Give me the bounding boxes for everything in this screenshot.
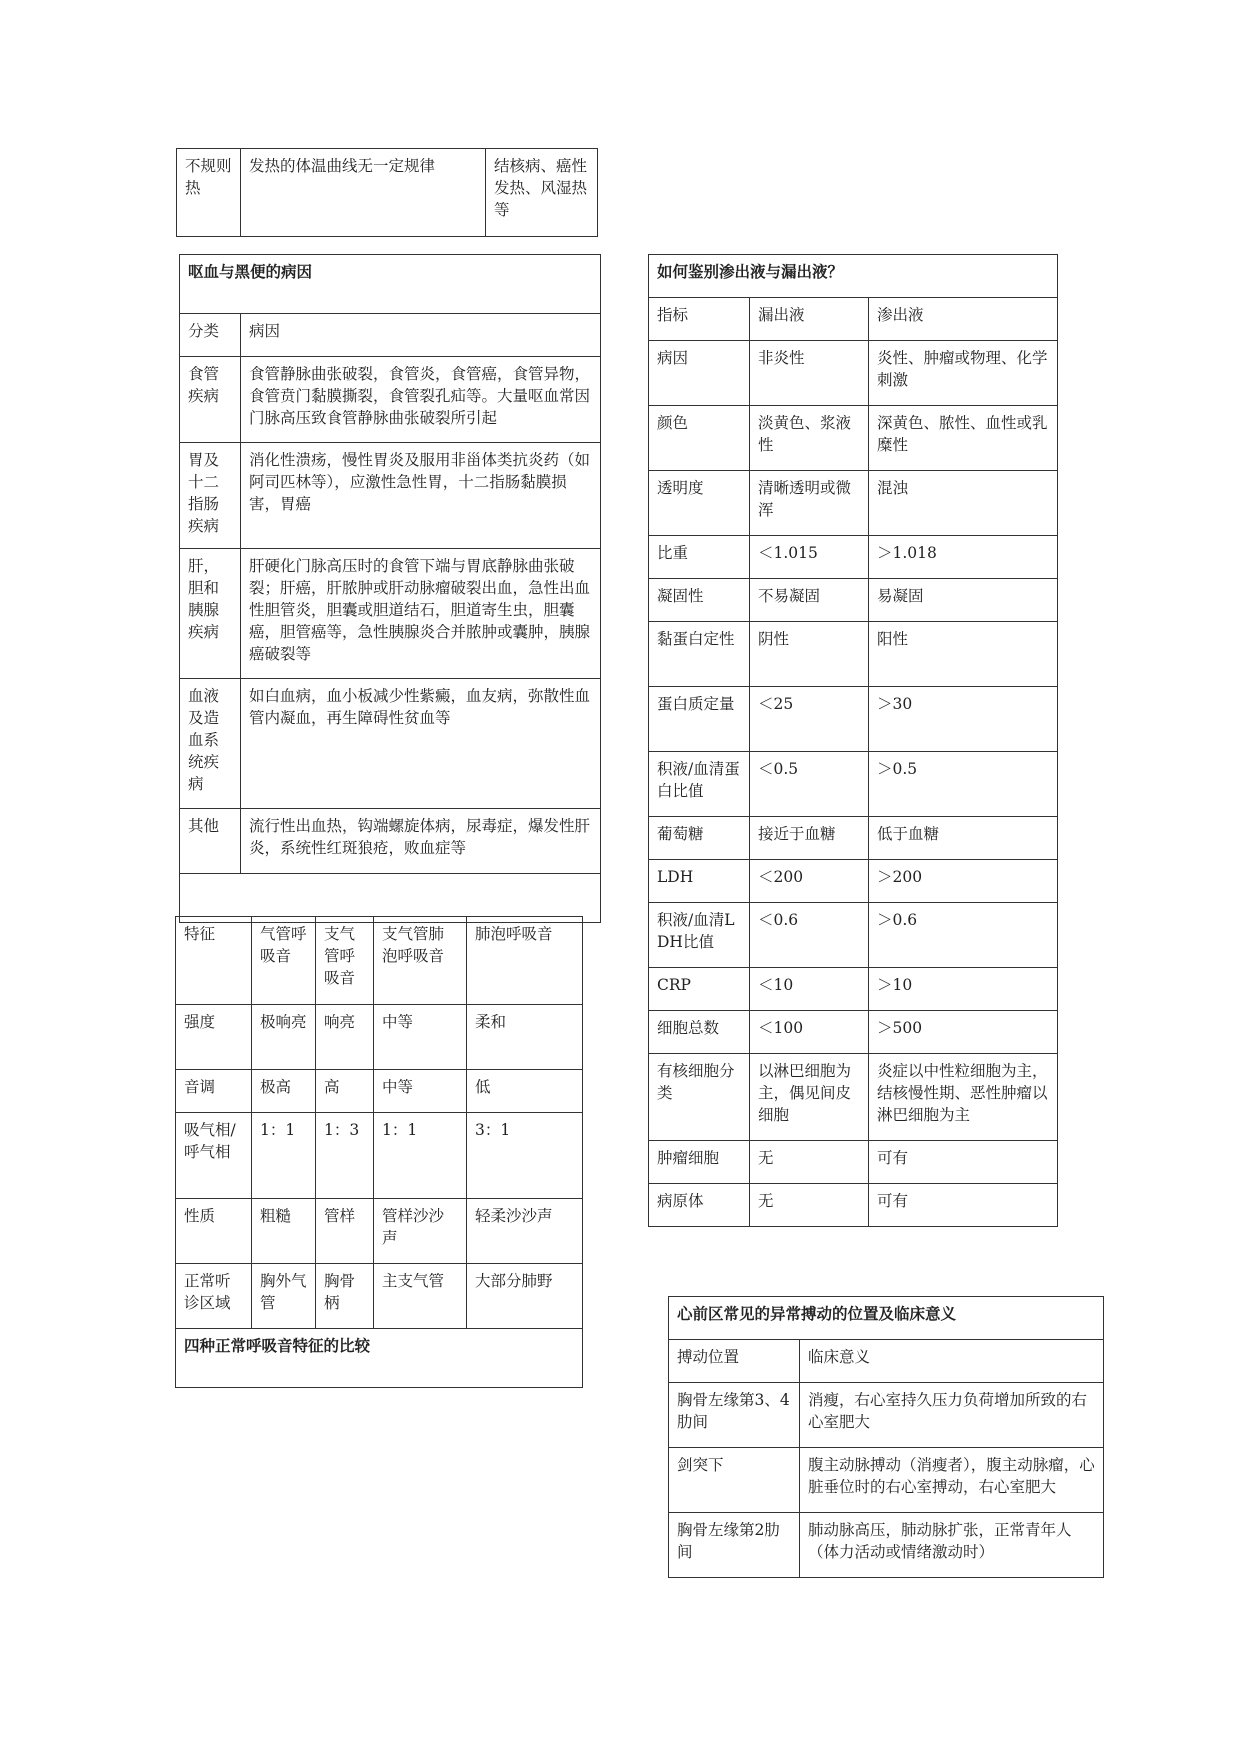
table-cell: 大部分肺野 bbox=[467, 1264, 583, 1329]
table-cell: 积液/血清LDH比值 bbox=[649, 903, 750, 968]
table-cell: 肝硬化门脉高压时的食管下端与胃底静脉曲张破裂；肝癌，肝脓肿或肝动脉瘤破裂出血，急性出血性胆管炎，胆囊或胆道结石，胆道寄生虫，胆囊癌，胆管癌等，急性胰腺炎合并脓肿或囊肿，胰腺癌破裂等 bbox=[241, 549, 601, 679]
header-cell: 渗出液 bbox=[869, 298, 1058, 341]
table-cell: ＜0.5 bbox=[750, 752, 869, 817]
effusion-table bbox=[648, 254, 1058, 1227]
table-cell: CRP bbox=[649, 968, 750, 1011]
table-cell: 不易凝固 bbox=[750, 579, 869, 622]
table-cell: 胸骨左缘第3、4肋间 bbox=[669, 1383, 800, 1448]
table-cell: 以淋巴细胞为主，偶见间皮细胞 bbox=[750, 1054, 869, 1141]
table-cell: 肺动脉高压，肺动脉扩张，正常青年人（体力活动或情绪激动时） bbox=[800, 1513, 1104, 1578]
table-row bbox=[649, 1011, 1058, 1054]
table-cell: 性质 bbox=[176, 1199, 252, 1264]
table-cell: 粗糙 bbox=[252, 1199, 316, 1264]
table-cell: 流行性出血热，钩端螺旋体病，尿毒症，爆发性肝炎，系统性红斑狼疮，败血症等 bbox=[241, 809, 601, 874]
table-cell: 非炎性 bbox=[750, 341, 869, 406]
header-cell: 分类 bbox=[180, 314, 241, 357]
table-row bbox=[180, 357, 601, 443]
table-cell: 细胞总数 bbox=[649, 1011, 750, 1054]
table-row bbox=[180, 443, 601, 549]
table-cell: 高 bbox=[316, 1070, 374, 1113]
table-cell: 血液及造血系统疾病 bbox=[180, 679, 241, 809]
table-row bbox=[176, 1199, 583, 1264]
table-cell: 阴性 bbox=[750, 622, 869, 687]
table-cell: 低于血糖 bbox=[869, 817, 1058, 860]
table-row bbox=[649, 968, 1058, 1011]
table-cell: 结核病、癌性发热、风湿热等 bbox=[486, 149, 598, 237]
table-row bbox=[176, 1070, 583, 1113]
table-cell: 其他 bbox=[180, 809, 241, 874]
table-row bbox=[180, 679, 601, 809]
table-cell: 胸骨左缘第2肋间 bbox=[669, 1513, 800, 1578]
table-cell: 清晰透明或微浑 bbox=[750, 471, 869, 536]
table-cell: ＞200 bbox=[869, 860, 1058, 903]
table-title-row bbox=[180, 255, 601, 314]
table-cell: 如白血病，血小板减少性紫癜，血友病，弥散性血管内凝血，再生障碍性贫血等 bbox=[241, 679, 601, 809]
table-cell: 发热的体温曲线无一定规律 bbox=[241, 149, 486, 237]
table-header-row bbox=[180, 314, 601, 357]
table-cell: 中等 bbox=[374, 1005, 467, 1070]
table-cell: ＞30 bbox=[869, 687, 1058, 752]
header-cell: 特征 bbox=[176, 917, 252, 1005]
table-cell: 淡黄色、浆液性 bbox=[750, 406, 869, 471]
table-cell: 1：1 bbox=[252, 1113, 316, 1199]
hematemesis-cause-table bbox=[179, 254, 601, 923]
table-cell: 管样 bbox=[316, 1199, 374, 1264]
table-cell: 中等 bbox=[374, 1070, 467, 1113]
table-cell: ＜0.6 bbox=[750, 903, 869, 968]
table-cell: 强度 bbox=[176, 1005, 252, 1070]
table-cell: 透明度 bbox=[649, 471, 750, 536]
table-cell: 深黄色、脓性、血性或乳糜性 bbox=[869, 406, 1058, 471]
table-cell: 消瘦，右心室持久压力负荷增加所致的右心室肥大 bbox=[800, 1383, 1104, 1448]
header-cell: 支气管肺泡呼吸音 bbox=[374, 917, 467, 1005]
table-row bbox=[176, 1264, 583, 1329]
table-cell: 可有 bbox=[869, 1184, 1058, 1227]
table-cell: 无 bbox=[750, 1184, 869, 1227]
table-header-row bbox=[669, 1340, 1104, 1383]
table-row bbox=[649, 687, 1058, 752]
table-cell: 接近于血糖 bbox=[750, 817, 869, 860]
table-cell: 吸气相/呼气相 bbox=[176, 1113, 252, 1199]
table-row bbox=[649, 1141, 1058, 1184]
table-cell: 轻柔沙沙声 bbox=[467, 1199, 583, 1264]
table-title-row bbox=[649, 255, 1058, 298]
table-cell: ＞1.018 bbox=[869, 536, 1058, 579]
table-cell: ＜10 bbox=[750, 968, 869, 1011]
header-cell: 病因 bbox=[241, 314, 601, 357]
table-row bbox=[176, 1113, 583, 1199]
table-row bbox=[649, 1184, 1058, 1227]
table-cell: 凝固性 bbox=[649, 579, 750, 622]
table-row bbox=[669, 1448, 1104, 1513]
table-cell: ＜200 bbox=[750, 860, 869, 903]
table-row bbox=[649, 903, 1058, 968]
table-cell: 易凝固 bbox=[869, 579, 1058, 622]
table-row bbox=[649, 341, 1058, 406]
table-cell: 食管静脉曲张破裂，食管炎，食管癌，食管异物，食管贲门黏膜撕裂，食管裂孔疝等。大量呕血常因门脉高压致食管静脉曲张破裂所引起 bbox=[241, 357, 601, 443]
table-row bbox=[649, 1054, 1058, 1141]
table-cell: 积液/血清蛋白比值 bbox=[649, 752, 750, 817]
table-row bbox=[649, 536, 1058, 579]
table-cell: LDH bbox=[649, 860, 750, 903]
header-cell: 气管呼吸音 bbox=[252, 917, 316, 1005]
pulsation-table bbox=[668, 1296, 1104, 1578]
table-cell: 黏蛋白定性 bbox=[649, 622, 750, 687]
table-cell: 炎症以中性粒细胞为主，结核慢性期、恶性肿瘤以淋巴细胞为主 bbox=[869, 1054, 1058, 1141]
table-row bbox=[180, 549, 601, 679]
table-cell: 炎性、肿瘤或物理、化学刺激 bbox=[869, 341, 1058, 406]
table-cell: 腹主动脉搏动（消瘦者），腹主动脉瘤，心脏垂位时的右心室搏动，右心室肥大 bbox=[800, 1448, 1104, 1513]
table-cell: 肝，胆和胰腺疾病 bbox=[180, 549, 241, 679]
table-cell: 响亮 bbox=[316, 1005, 374, 1070]
header-cell: 指标 bbox=[649, 298, 750, 341]
table-cell: 音调 bbox=[176, 1070, 252, 1113]
table-cell: 1：1 bbox=[374, 1113, 467, 1199]
table-cell: 比重 bbox=[649, 536, 750, 579]
table-row bbox=[649, 622, 1058, 687]
table-cell: 蛋白质定量 bbox=[649, 687, 750, 752]
header-cell: 肺泡呼吸音 bbox=[467, 917, 583, 1005]
table-cell: 食管疾病 bbox=[180, 357, 241, 443]
table-cell: 无 bbox=[750, 1141, 869, 1184]
table-cell: 主支气管 bbox=[374, 1264, 467, 1329]
table-cell: 极高 bbox=[252, 1070, 316, 1113]
table-cell: ＜100 bbox=[750, 1011, 869, 1054]
table-cell: 颜色 bbox=[649, 406, 750, 471]
table-cell: 有核细胞分类 bbox=[649, 1054, 750, 1141]
header-cell: 搏动位置 bbox=[669, 1340, 800, 1383]
table-cell: 不规则热 bbox=[177, 149, 241, 237]
table-cell: ＜25 bbox=[750, 687, 869, 752]
table-cell: ＞0.5 bbox=[869, 752, 1058, 817]
table-cell: ＞10 bbox=[869, 968, 1058, 1011]
table-cell: 管样沙沙声 bbox=[374, 1199, 467, 1264]
table-cell: 剑突下 bbox=[669, 1448, 800, 1513]
header-cell: 漏出液 bbox=[750, 298, 869, 341]
table-title: 如何鉴别渗出液与漏出液？ bbox=[649, 255, 1058, 298]
table-caption: 四种正常呼吸音特征的比较 bbox=[176, 1329, 583, 1388]
table-cell: 1：3 bbox=[316, 1113, 374, 1199]
table-row bbox=[180, 809, 601, 874]
table-cell: 病原体 bbox=[649, 1184, 750, 1227]
table-cell: ＞500 bbox=[869, 1011, 1058, 1054]
table-cell: 病因 bbox=[649, 341, 750, 406]
table-cell: 消化性溃疡，慢性胃炎及服用非甾体类抗炎药（如阿司匹林等），应激性急性胃，十二指肠黏膜损害，胃癌 bbox=[241, 443, 601, 549]
table-cell: 胃及十二指肠疾病 bbox=[180, 443, 241, 549]
table-cell: 混浊 bbox=[869, 471, 1058, 536]
table-row bbox=[177, 149, 598, 237]
table-row bbox=[649, 406, 1058, 471]
table-cell: 胸外气管 bbox=[252, 1264, 316, 1329]
table-title: 呕血与黑便的病因 bbox=[180, 255, 601, 314]
table-caption-row bbox=[176, 1329, 583, 1388]
table-row bbox=[649, 471, 1058, 536]
header-cell: 支气管呼吸音 bbox=[316, 917, 374, 1005]
table-row bbox=[649, 817, 1058, 860]
table-cell: 3：1 bbox=[467, 1113, 583, 1199]
table-cell: 葡萄糖 bbox=[649, 817, 750, 860]
table-row bbox=[649, 860, 1058, 903]
table-cell: 阳性 bbox=[869, 622, 1058, 687]
table-header-row bbox=[176, 917, 583, 1005]
table-row bbox=[669, 1383, 1104, 1448]
breath-sounds-table bbox=[175, 916, 583, 1388]
table-cell: 可有 bbox=[869, 1141, 1058, 1184]
table-cell: 低 bbox=[467, 1070, 583, 1113]
table-cell: 胸骨柄 bbox=[316, 1264, 374, 1329]
table-cell: 柔和 bbox=[467, 1005, 583, 1070]
table-cell: 正常听诊区域 bbox=[176, 1264, 252, 1329]
table-cell: ＜1.015 bbox=[750, 536, 869, 579]
table-header-row bbox=[649, 298, 1058, 341]
header-cell: 临床意义 bbox=[800, 1340, 1104, 1383]
table-cell: 极响亮 bbox=[252, 1005, 316, 1070]
table-cell: 肿瘤细胞 bbox=[649, 1141, 750, 1184]
table-title-row bbox=[669, 1297, 1104, 1340]
table-row bbox=[176, 1005, 583, 1070]
table-row bbox=[649, 752, 1058, 817]
fever-type-table bbox=[176, 148, 598, 237]
table-row bbox=[669, 1513, 1104, 1578]
table-cell: ＞0.6 bbox=[869, 903, 1058, 968]
table-row bbox=[649, 579, 1058, 622]
table-title: 心前区常见的异常搏动的位置及临床意义 bbox=[669, 1297, 1104, 1340]
